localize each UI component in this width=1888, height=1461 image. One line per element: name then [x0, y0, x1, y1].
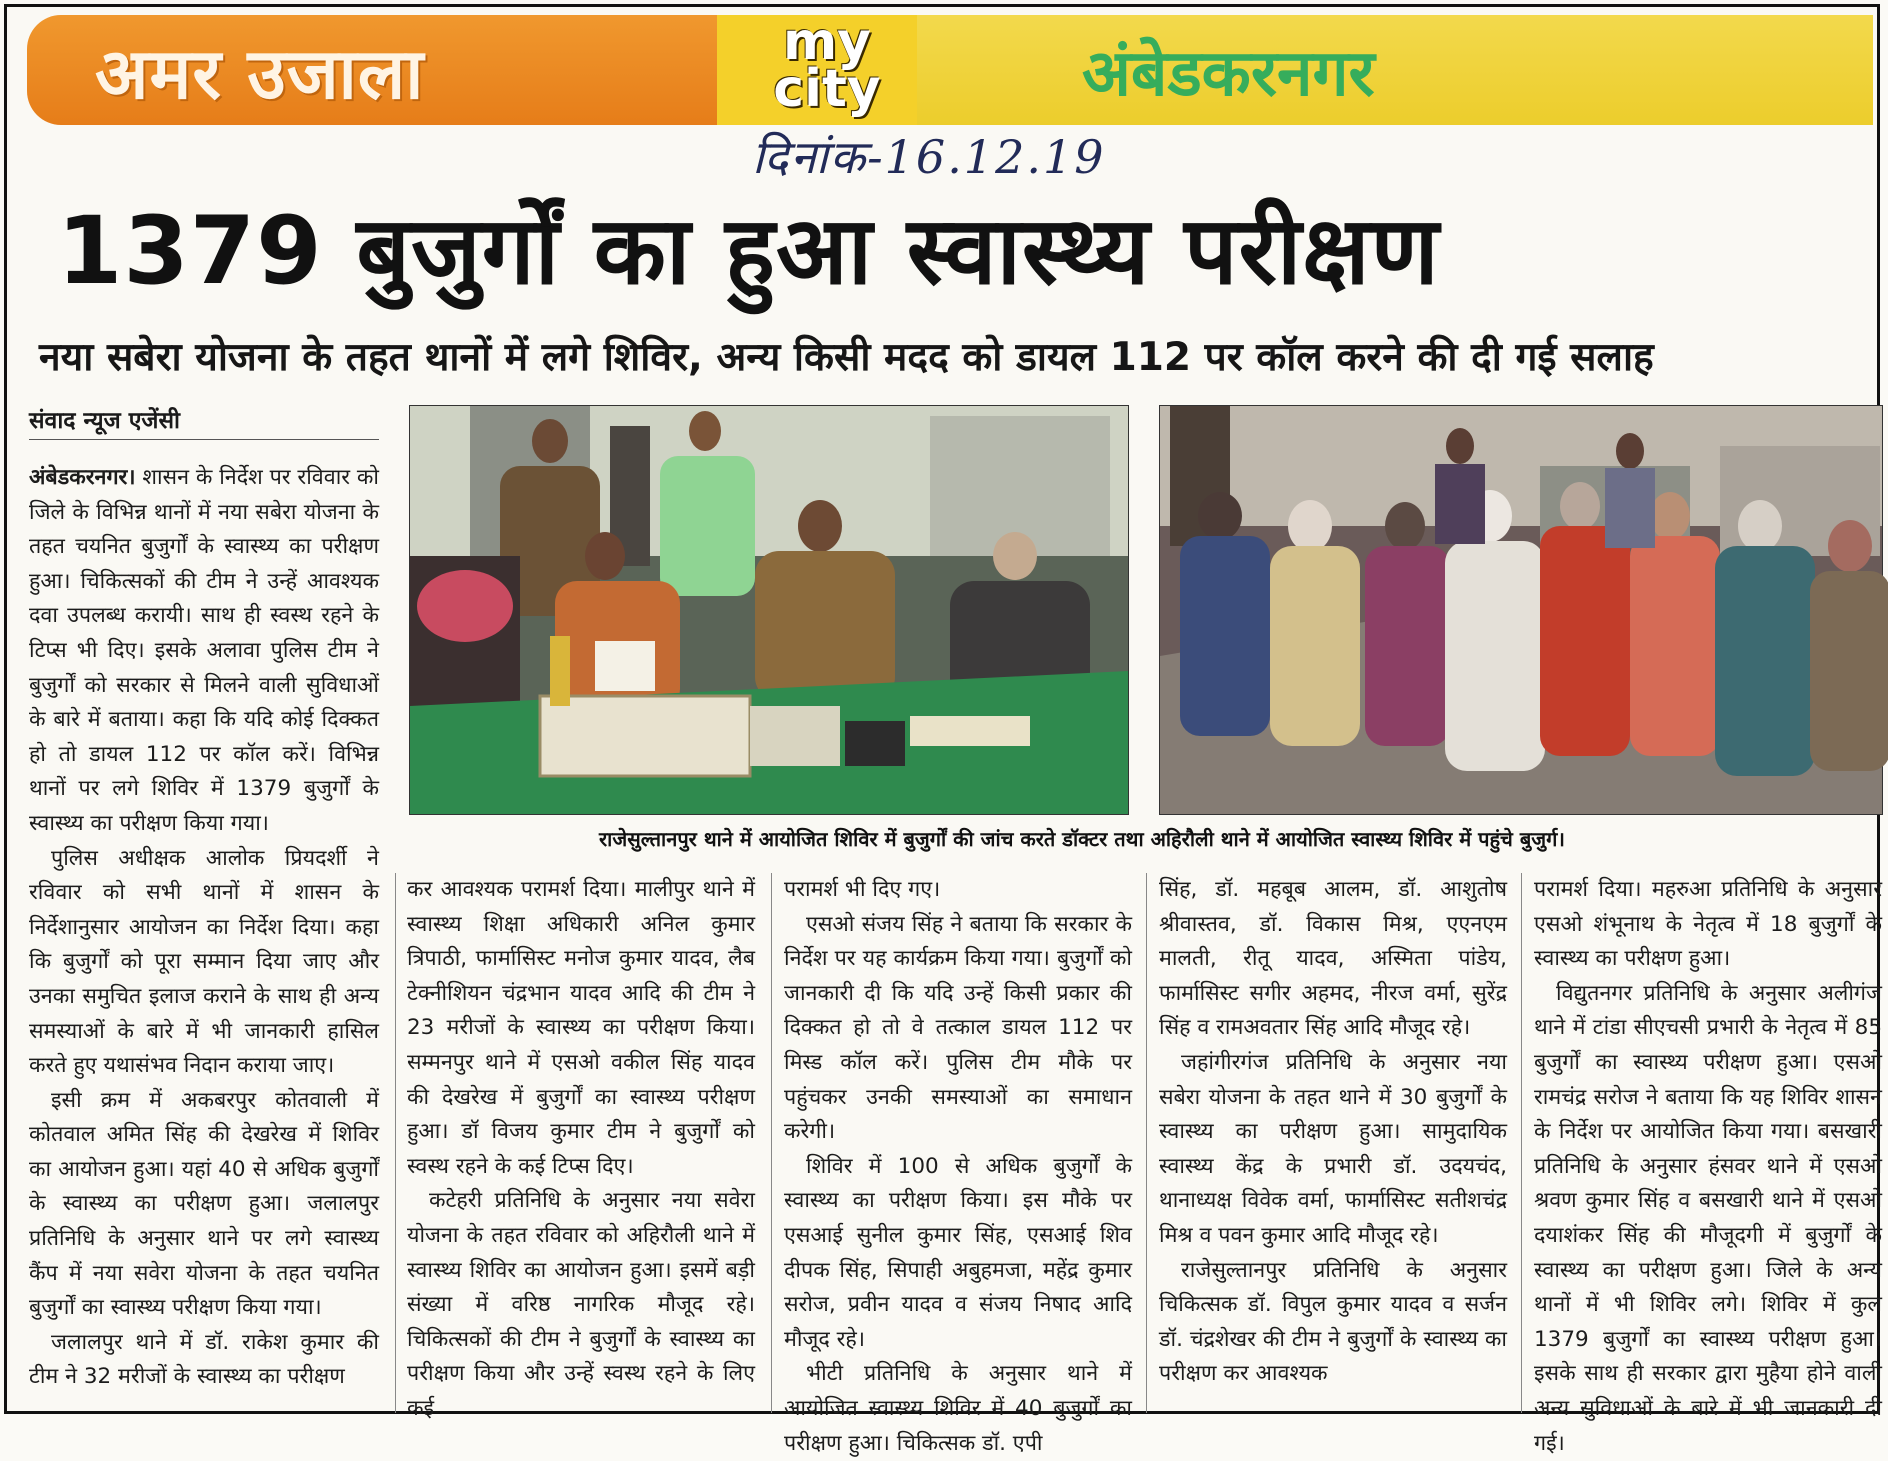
paragraph: सिंह, डॉ. महबूब आलम, डॉ. आशुतोष श्रीवास्तव, डॉ. विकास मिश्र, एएनएम मालती, रीतू यादव, अस्मिता पांडेय, फार्मासिस्ट सगीर अहमद, नीरज वर्मा, सुरेंद्र सिंह व रामअवतार सिंह आदि मौजूद रहे। [1159, 877, 1507, 1041]
paragraph: पुलिस अधीक्षक आलोक प्रियदर्शी ने रविवार को सभी थानों में शासन के निर्देशानुसार आयोजन का निर्देश दिया। कहा कि बुजुर्गों को पूरा सम्मान दिया जाए और उनका समुचित इलाज कराने के साथ ही अन्य समस्याओं के बारे में भी जानकारी हासिल करते हुए यथासंभव निदान कराया जाए। [29, 845, 379, 1079]
photo-caption: राजेसुल्तानपुर थाने में आयोजित शिविर में बुजुर्गों की जांच करते डॉक्टर तथा अहिरौली थाने में आयोजित स्वास्थ्य शिविर में पहुंचे बुजुर्ग। [599, 827, 1565, 851]
byline: संवाद न्यूज एजेंसी [29, 408, 181, 434]
headline: 1379 बुजुर्गों का हुआ स्वास्थ्य परीक्षण [57, 197, 1440, 306]
article-column-5 [1534, 873, 1882, 1456]
photo-elderly-image [1160, 406, 1882, 814]
paragraph: जहांगीरगंज प्रतिनिधि के अनुसार नया सबेरा योजना के तहत थाने में 30 बुजुर्गों के स्वास्थ्य का परीक्षण हुआ। सामुदायिक स्वास्थ्य केंद्र के प्रभारी डॉ. उदयचंद, थानाध्यक्ष विवेक वर्मा, फार्मासिस्ट सतीशचंद्र मिश्र व पवन कुमार आदि मौजूद रहे। [1159, 1049, 1507, 1248]
paragraph: जलालपुर थाने में डॉ. राकेश कुमार की टीम ने 32 मरीजों के स्वास्थ्य का परीक्षण [29, 1329, 379, 1390]
paragraph [29, 461, 379, 842]
masthead [27, 12, 1873, 125]
subheadline: नया सबेरा योजना के तहत थानों में लगे शिविर, अन्य किसी मदद को डायल 112 पर कॉल करने की दी गई सलाह [39, 335, 1654, 380]
paragraph: परामर्श भी दिए गए। [784, 877, 941, 902]
byline-divider [29, 439, 379, 440]
edition-badge-line2: city [773, 58, 881, 119]
masthead-yellow-band [917, 15, 1873, 125]
paragraph: कर आवश्यक परामर्श दिया। मालीपुर थाने में स्वास्थ्य शिक्षा अधिकारी अनिल कुमार त्रिपाठी, फार्मासिस्ट मनोज कुमार यादव, लैब टेक्नीशियन चंद्रभान यादव आदि की टीम ने 23 मरीजों के स्वास्थ्य का परीक्षण किया। सम्मनपुर थाने में एसओ वकील सिंह यादव की देखरेख में बुजुर्गों का स्वास्थ्य परीक्षण हुआ। डॉ विजय कुमार टीम ने बुजुर्गों को स्वस्थ रहने के कई टिप्स दिए। [407, 877, 755, 1179]
article-column-3 [784, 873, 1132, 1456]
photo-elderly-gathering [1159, 405, 1883, 815]
newspaper-clipping [4, 4, 1882, 1456]
paragraph: विद्युतनगर प्रतिनिधि के अनुसार अलीगंज थाने में टांडा सीएचसी प्रभारी के नेतृत्व में 85 बुजुर्गों का स्वास्थ्य परीक्षण हुआ। एसओ रामचंद्र सरोज ने बताया कि यह शिविर शासन के निर्देश पर आयोजित किया गया। बसखारी प्रतिनिधि के अनुसार हंसवर थाने में एसओ श्रवण कुमार सिंह व बसखारी थाने में एसओ दयाशंकर सिंह की मौजूदगी में बुजुर्गों के स्वास्थ्य का परीक्षण हुआ। जिले के अन्य थानों में भी शिविर लगे। शिविर में कुल 1379 बुजुर्गों का स्वास्थ्य परीक्षण हुआ। इसके साथ ही सरकार द्वारा मुहैया होने वाली अन्य सुविधाओं के बारे में भी जानकारी दी गई। [1534, 980, 1882, 1456]
edition-city: अंबेडकरनगर [1082, 37, 1375, 111]
photo-health-camp-table [409, 405, 1129, 815]
paragraph: इसी क्रम में अकबरपुर कोतवाली में कोतवाल अमित सिंह की देखरेख में शिविर का आयोजन हुआ। यहां 40 से अधिक बुजुर्गों के स्वास्थ्य का परीक्षण हुआ। जलालपुर प्रतिनिधि के अनुसार थाने पर लगे स्वास्थ्य कैंप में नया सवेरा योजना के तहत चयनित बुजुर्गों का स्वास्थ्य परीक्षण किया गया। [29, 1087, 379, 1321]
paragraph: शिविर में 100 से अधिक बुजुर्गों के स्वास्थ्य का परीक्षण किया। इस मौके पर एसआई सुनील कुमार सिंह, एसआई शिव दीपक सिंह, सिपाही अबुहमजा, महेंद्र कुमार सरोज, प्रवीन यादव व संजय निषाद आदि मौजूद रहे। [784, 1153, 1132, 1352]
edition-badge [762, 12, 892, 119]
dateline: अंबेडकरनगर। [29, 465, 136, 490]
column-divider [771, 873, 772, 1413]
paragraph: परामर्श दिया। महरुआ प्रतिनिधि के अनुसार एसओ शंभूनाथ के नेतृत्व में 18 बुजुर्गों के स्वास्थ्य का परीक्षण हुआ। [1534, 877, 1882, 972]
article-column-2 [407, 873, 755, 1421]
column-divider [395, 873, 396, 1413]
paragraph: राजेसुल्तानपुर प्रतिनिधि के अनुसार चिकित्सक डॉ. विपुल कुमार यादव व सर्जन डॉ. चंद्रशेखर की टीम ने बुजुर्गों के स्वास्थ्य का परीक्षण कर आवश्यक [1159, 1257, 1507, 1387]
column-divider [1521, 873, 1522, 1413]
paragraph: भीटी प्रतिनिधि के अनुसार थाने में आयोजित स्वास्थ्य शिविर में 40 बुजुर्गों का परीक्षण हुआ। चिकित्सक डॉ. एपी [784, 1361, 1132, 1456]
column-divider [1146, 873, 1147, 1413]
article-column-1 [29, 461, 379, 1416]
paragraph: एसओ संजय सिंह ने बताया कि सरकार के निर्देश पर यह कार्यक्रम किया गया। बुजुर्गों को जानकारी दी कि यदि उन्हें किसी प्रकार की दिक्कत हो तो वे तत्काल डायल 112 पर मिस्ड कॉल करें। पुलिस टीम मौके पर पहुंचकर उनकी समस्याओं का समाधान करेगी। [784, 911, 1132, 1145]
article-column-4 [1159, 873, 1507, 1416]
handwritten-date: दिनांक-16.12.19 [752, 130, 1106, 184]
newspaper-name: अमर उजाला [95, 33, 425, 115]
paragraph: कटेहरी प्रतिनिधि के अनुसार नया सवेरा योजना के तहत रविवार को अहिरौली थाने में स्वास्थ्य शिविर का आयोजन हुआ। इसमें बड़ी संख्या में वरिष्ठ नागरिक मौजूद रहे। चिकित्सकों की टीम ने बुजुर्गों के स्वास्थ्य का परीक्षण किया और उन्हें स्वस्थ रहने के लिए कई [407, 1188, 755, 1421]
paragraph-text: शासन के निर्देश पर रविवार को जिले के विभिन्न थानों में नया सबेरा योजना के तहत चयनित बुजुर्गों के स्वास्थ्य का परीक्षण हुआ। चिकित्सकों की टीम ने उन्हें आवश्यक दवा उपलब्ध करायी। साथ ही स्वस्थ रहने के टिप्स भी दिए। इसके अलावा पुलिस टीम ने बुजुर्गों को सरकार से मिलने वाली सुविधाओं के बारे में बताया। कहा कि यदि कोई दिक्कत हो तो डायल 112 पर कॉल करें। विभिन्न थानों पर लगे शिविर में 1379 बुजुर्गों के स्वास्थ्य का परीक्षण किया गया। [29, 465, 379, 836]
photo-table-image [410, 406, 1128, 814]
edition-badge-line1: my [782, 12, 872, 72]
